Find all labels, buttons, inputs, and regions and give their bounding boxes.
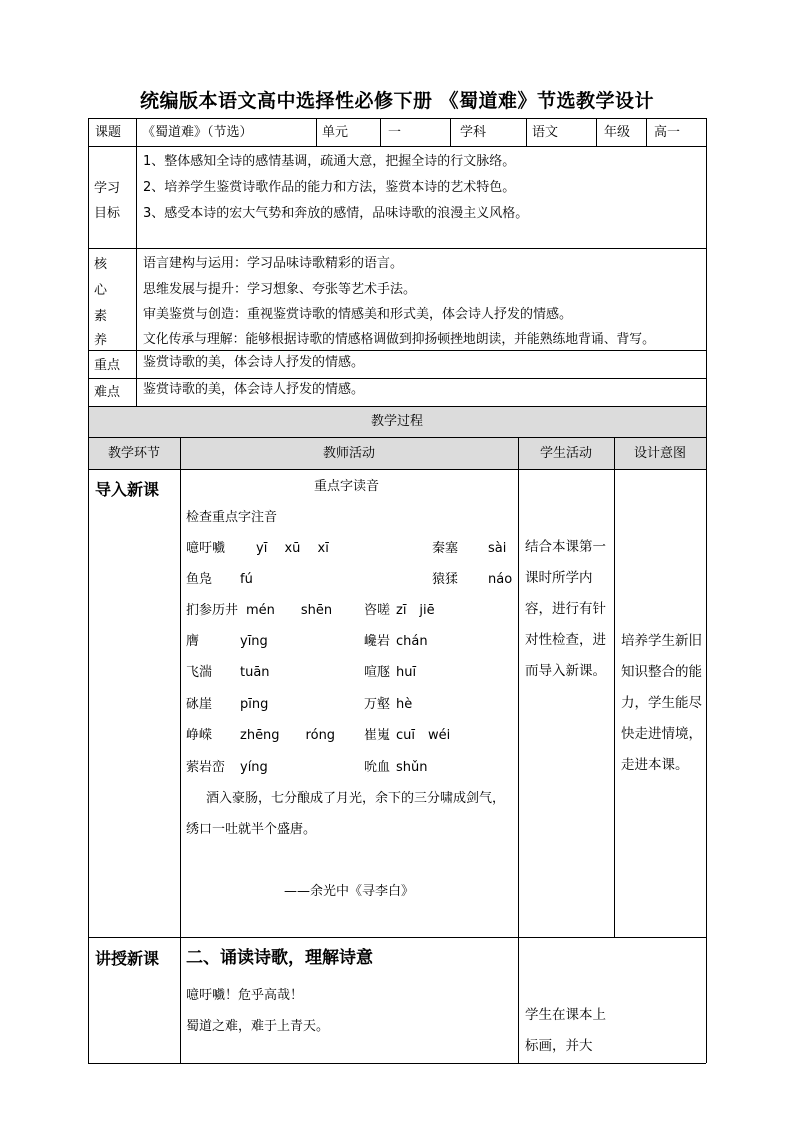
pinyin: pīng: [240, 697, 269, 712]
section-heading: 二、诵读诗歌，理解诗意: [186, 948, 373, 968]
goals-label: 目标: [94, 206, 121, 221]
grade-label: 年级: [604, 125, 631, 140]
page-title: 统编版本语文高中选择性必修下册 《蜀道难》节选教学设计: [139, 90, 655, 112]
goal-item: 2、培养学生鉴赏诗歌作品的能力和方法，鉴赏本诗的艺术特色。: [143, 180, 516, 195]
process-header: 教学过程: [370, 414, 423, 429]
word: 巉岩: [364, 634, 391, 649]
table-line: [88, 378, 706, 379]
unit-value: 一: [388, 125, 402, 140]
section-heading: 重点字读音: [314, 479, 380, 494]
pinyin: hè: [396, 697, 413, 712]
core-item: 语言建构与运用：学习品味诗歌精彩的语言。: [143, 256, 404, 271]
col-header-stage: 教学环节: [107, 446, 160, 461]
goal-item: 3、感受本诗的宏大气势和奔放的感情，品味诗歌的浪漫主义风格。: [143, 206, 529, 221]
goals-label: 学习: [94, 181, 121, 196]
word: 喧豗: [364, 665, 391, 680]
word: 万壑: [364, 697, 391, 712]
col-header-student: 学生活动: [539, 446, 592, 461]
pinyin: yíng: [240, 760, 268, 775]
word: 峥嵘: [186, 728, 213, 743]
table-line: [88, 118, 706, 119]
subject-label: 学科: [460, 125, 487, 140]
table-line: [180, 437, 181, 1063]
key-point-text: 鉴赏诗歌的美，体会诗人抒发的情感。: [143, 355, 365, 370]
core-label: 心: [94, 283, 108, 298]
unit-label: 单元: [322, 125, 349, 140]
table-line: [706, 118, 707, 1063]
pinyin: fú: [240, 572, 253, 587]
table-line: [614, 437, 615, 937]
table-line: [450, 118, 451, 146]
table-line: [646, 118, 647, 146]
poem-line: 蜀道之难，难于上青天。: [186, 1019, 330, 1034]
pinyin: huī: [396, 665, 417, 680]
difficult-point-label: 难点: [94, 385, 121, 400]
pinyin: sài: [488, 541, 507, 556]
word: 鱼凫: [186, 572, 213, 587]
table-line: [88, 1063, 706, 1064]
quote-source: ——余光中《寻李白》: [284, 884, 415, 899]
pinyin: náo: [488, 572, 513, 587]
course-value: 《蜀道难》（节选）: [142, 125, 253, 140]
core-item: 文化传承与理解：能够根据诗歌的情感格调做到抑扬顿挫地朗读，并能熟练地背诵、背写。: [143, 332, 655, 347]
pinyin: zhēng róng: [240, 728, 336, 743]
word: 砯崖: [186, 697, 213, 712]
design-intent: 培养学生新旧知识整合的能力，学生能尽快走进情境，走进本课。: [621, 633, 702, 773]
quote-line: 绣口一吐就半个盛唐。: [186, 822, 317, 837]
core-label: 核: [94, 257, 108, 272]
core-label: 养: [94, 333, 108, 348]
pinyin: yī xū xī: [256, 541, 329, 556]
pinyin: shǔn: [396, 760, 428, 775]
core-label: 素: [94, 309, 108, 324]
course-label: 课题: [95, 125, 122, 140]
table-line: [88, 146, 706, 147]
pinyin: tuān: [240, 665, 270, 680]
word: 飞湍: [186, 665, 213, 680]
table-line: [88, 248, 706, 249]
student-activity: 学生在课本上标画，并大: [525, 1007, 606, 1054]
section-subheading: 检查重点字注音: [186, 510, 278, 525]
table-line: [526, 118, 527, 146]
pinyin: zī jiē: [396, 603, 435, 618]
core-item: 思维发展与提升：学习想象、夸张等艺术手法。: [143, 282, 417, 297]
table-line: [596, 118, 597, 146]
grade-value: 高一: [654, 125, 681, 140]
table-line: [518, 437, 519, 1063]
table-line: [88, 406, 706, 407]
section-name: 讲授新课: [95, 949, 160, 968]
word: 萦岩峦: [186, 760, 226, 775]
core-item: 审美鉴赏与创造：重视鉴赏诗歌的情感美和形式美，体会诗人抒发的情感。: [143, 307, 573, 322]
difficult-point-text: 鉴赏诗歌的美，体会诗人抒发的情感。: [143, 382, 365, 397]
table-line: [380, 118, 381, 146]
word: 噫吁嚱: [186, 541, 226, 556]
goal-item: 1、整体感知全诗的感情基调，疏通大意，把握全诗的行文脉络。: [143, 154, 516, 169]
poem-line: 噫吁嚱！危乎高哉！: [186, 988, 304, 1003]
word: 扪参历井: [186, 603, 239, 618]
section-name: 导入新课: [95, 480, 160, 499]
table-line: [88, 118, 89, 1063]
student-activity: 结合本课第一课时所学内容，进行有针对性检查，进而导入新课。: [525, 539, 606, 679]
quote-line: 酒入豪肠，七分酿成了月光，余下的三分啸成剑气，: [206, 791, 506, 806]
key-point-label: 重点: [94, 358, 121, 373]
col-header-intent: 设计意图: [633, 446, 686, 461]
subject-value: 语文: [532, 125, 559, 140]
pinyin: chán: [396, 634, 428, 649]
word: 秦塞: [432, 541, 459, 556]
col-header-teacher: 教师活动: [322, 446, 375, 461]
word: 咨嗟: [364, 603, 391, 618]
word: 吮血: [364, 760, 391, 775]
table-line: [136, 118, 137, 406]
table-line: [316, 118, 317, 146]
word: 崔嵬: [364, 728, 391, 743]
table-line: [88, 350, 706, 351]
word: 猿猱: [432, 572, 459, 587]
pinyin: cuī wéi: [396, 728, 451, 743]
pinyin: mén shēn: [246, 603, 333, 618]
pinyin: yīng: [240, 634, 268, 649]
word: 膺: [186, 634, 200, 649]
